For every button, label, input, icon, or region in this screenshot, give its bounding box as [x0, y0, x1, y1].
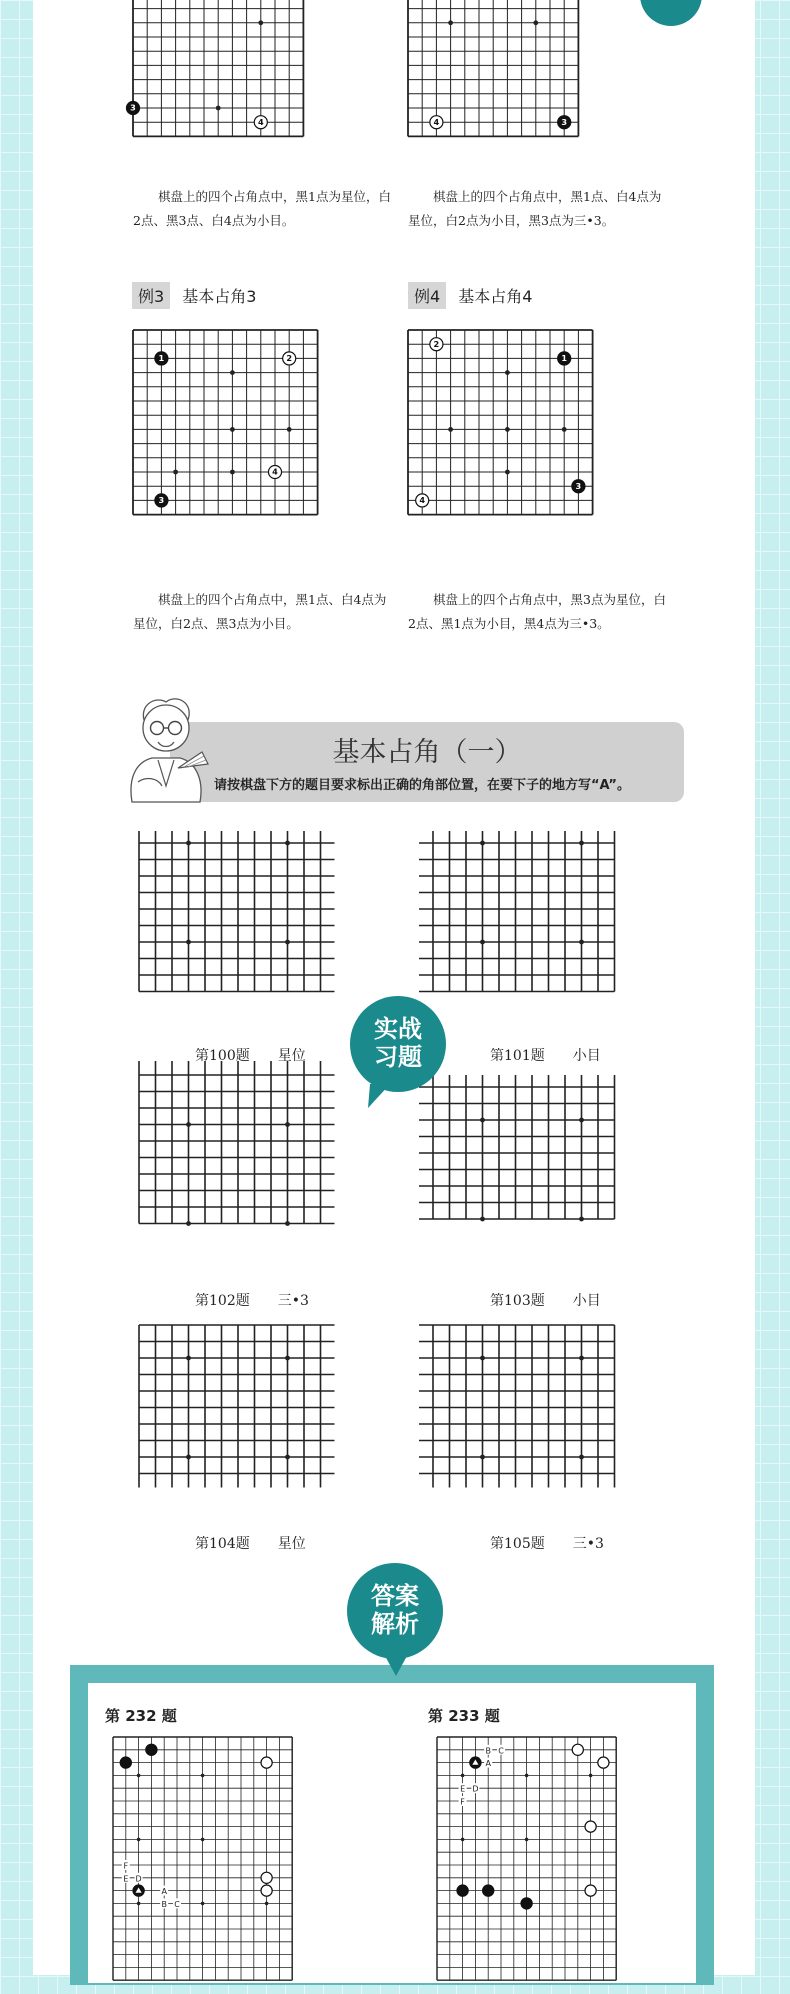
answer-232-board — [99, 1723, 306, 1994]
star-point — [285, 841, 290, 846]
star-point — [579, 1118, 584, 1123]
star-point — [448, 427, 453, 432]
stone-number: 3 — [575, 480, 582, 491]
stone-number: 3 — [130, 102, 136, 113]
star-point — [230, 427, 235, 432]
star-point — [173, 470, 178, 475]
star-point — [285, 940, 290, 945]
stone-number: 3 — [561, 116, 568, 127]
example-3-title: 基本占角3 — [182, 287, 257, 306]
answer-badge-line-1: 答案 — [371, 1582, 419, 1611]
star-point — [285, 1122, 290, 1127]
stone-number: 4 — [419, 495, 426, 506]
answer-233-title: 第 233 题 — [428, 1707, 500, 1725]
black-stone — [483, 1885, 494, 1896]
star-point — [579, 1356, 584, 1361]
practice-badge-line-2: 习题 — [374, 1043, 422, 1071]
white-stone — [572, 1744, 583, 1755]
black-stone — [457, 1885, 468, 1896]
star-point — [480, 940, 485, 945]
star-point — [285, 1221, 290, 1226]
white-stone — [261, 1885, 272, 1896]
black-stone — [120, 1757, 131, 1768]
caption-example-2: 棋盘上的四个占角点中，黑1点、白4点为星位，白2点为小目，黑3点为三•3。 — [408, 189, 662, 228]
answer-232-title: 第 232 题 — [105, 1707, 177, 1725]
stone-number: 4 — [433, 116, 440, 127]
star-point — [186, 1455, 191, 1460]
problem-101-label: 第101题 小目 — [490, 1048, 601, 1064]
star-point — [186, 1122, 191, 1127]
star-point — [533, 20, 538, 25]
problem-104-board — [125, 1311, 349, 1502]
section-banner — [170, 722, 684, 802]
star-point — [579, 940, 584, 945]
star-point — [505, 427, 510, 432]
coordinate-mark: A — [161, 1887, 167, 1897]
star-point — [201, 1774, 205, 1778]
star-point — [505, 370, 510, 375]
star-point — [285, 1455, 290, 1460]
stone-number: 2 — [286, 353, 293, 364]
coordinate-mark: D — [135, 1874, 142, 1884]
coordinate-mark: E — [123, 1874, 129, 1884]
example-3-heading — [132, 282, 256, 309]
answer-233-board — [423, 1723, 630, 1994]
star-point — [505, 470, 510, 475]
black-stone — [521, 1898, 532, 1909]
star-point — [525, 1838, 529, 1842]
star-point — [579, 1217, 584, 1222]
white-stone — [585, 1821, 596, 1832]
black-stone — [146, 1744, 157, 1755]
caption-example-3: 棋盘上的四个占角点中，黑1点、白4点为星位，白2点、黑3点为小目。 — [133, 592, 387, 631]
star-point — [461, 1838, 465, 1842]
white-stone — [261, 1872, 272, 1883]
star-point — [287, 427, 292, 432]
problem-100-board — [125, 817, 349, 1006]
star-point — [186, 1356, 191, 1361]
star-point — [186, 940, 191, 945]
example-4-title: 基本占角4 — [458, 287, 533, 306]
board-example-1 — [119, 0, 317, 150]
coordinate-mark: B — [161, 1899, 167, 1909]
caption-example-1: 棋盘上的四个占角点中，黑1点为星位，白2点、黑3点、白4点为小目。 — [133, 189, 391, 228]
star-point — [589, 1774, 593, 1778]
coordinate-mark: B — [485, 1746, 491, 1756]
problem-100-label: 第100题 星位 — [195, 1048, 306, 1064]
star-point — [137, 1838, 141, 1842]
star-point — [480, 1455, 485, 1460]
problem-102-board — [125, 1047, 349, 1238]
teacher-illustration — [118, 690, 213, 808]
section-title: 基本占角（一） — [332, 737, 522, 768]
star-point — [525, 1774, 529, 1778]
star-point — [480, 1217, 485, 1222]
star-point — [258, 20, 263, 25]
example-4-tag: 例4 — [408, 282, 446, 309]
star-point — [201, 1902, 205, 1906]
stone-number: 1 — [561, 353, 568, 364]
star-point — [480, 1356, 485, 1361]
example-4-heading — [408, 282, 532, 309]
star-point — [579, 1455, 584, 1460]
coordinate-mark: F — [123, 1861, 129, 1871]
star-point — [230, 470, 235, 475]
star-point — [265, 1902, 269, 1906]
star-point — [201, 1838, 205, 1842]
problem-104-label: 第104题 星位 — [195, 1536, 306, 1552]
star-point — [480, 841, 485, 846]
star-point — [186, 1221, 191, 1226]
answer-badge-line-2: 解析 — [371, 1610, 419, 1638]
star-point — [137, 1902, 141, 1906]
stone-number: 4 — [257, 116, 264, 127]
star-point — [230, 370, 235, 375]
coordinate-mark: C — [498, 1746, 504, 1756]
star-point — [562, 427, 567, 432]
problem-103-label: 第103题 小目 — [490, 1293, 601, 1309]
star-point — [137, 1774, 141, 1778]
board-example-4 — [394, 316, 607, 529]
stone-number: 3 — [158, 495, 165, 506]
problem-105-label: 第105题 三•3 — [490, 1536, 604, 1552]
stone-number: 2 — [433, 338, 440, 349]
star-point — [285, 1356, 290, 1361]
problem-105-board — [405, 1311, 629, 1502]
star-point — [579, 841, 584, 846]
board-example-3 — [119, 316, 332, 529]
answer-badge-tail — [385, 1656, 407, 1676]
coordinate-mark: F — [460, 1797, 465, 1807]
star-point — [186, 841, 191, 846]
section-instruction: 请按棋盘下方的题目要求标出正确的角部位置，在要下子的地方写“A”。 — [214, 778, 630, 793]
white-stone — [585, 1885, 596, 1896]
problem-102-label: 第102题 三•3 — [195, 1293, 309, 1309]
white-stone — [598, 1757, 609, 1768]
example-3-tag: 例3 — [132, 282, 170, 309]
answer-badge — [347, 1563, 443, 1659]
star-point — [480, 1118, 485, 1123]
board-example-2 — [394, 0, 592, 150]
problem-101-board — [405, 817, 629, 1006]
coordinate-mark: C — [174, 1899, 180, 1909]
coordinate-mark: A — [485, 1759, 491, 1769]
problem-103-board — [405, 1061, 629, 1233]
coordinate-mark: E — [460, 1784, 466, 1794]
star-point — [216, 106, 221, 111]
white-stone — [261, 1757, 272, 1768]
practice-badge-line-1: 实战 — [374, 1015, 422, 1044]
coordinate-mark: D — [472, 1784, 479, 1794]
stone-number: 4 — [272, 466, 278, 477]
practice-badge — [350, 996, 446, 1092]
star-point — [461, 1774, 465, 1778]
stone-number: 1 — [158, 353, 165, 364]
star-point — [448, 20, 453, 25]
caption-example-4: 棋盘上的四个占角点中，黑3点为星位，白2点、黑1点为小目，黑4点为三•3。 — [408, 592, 666, 631]
